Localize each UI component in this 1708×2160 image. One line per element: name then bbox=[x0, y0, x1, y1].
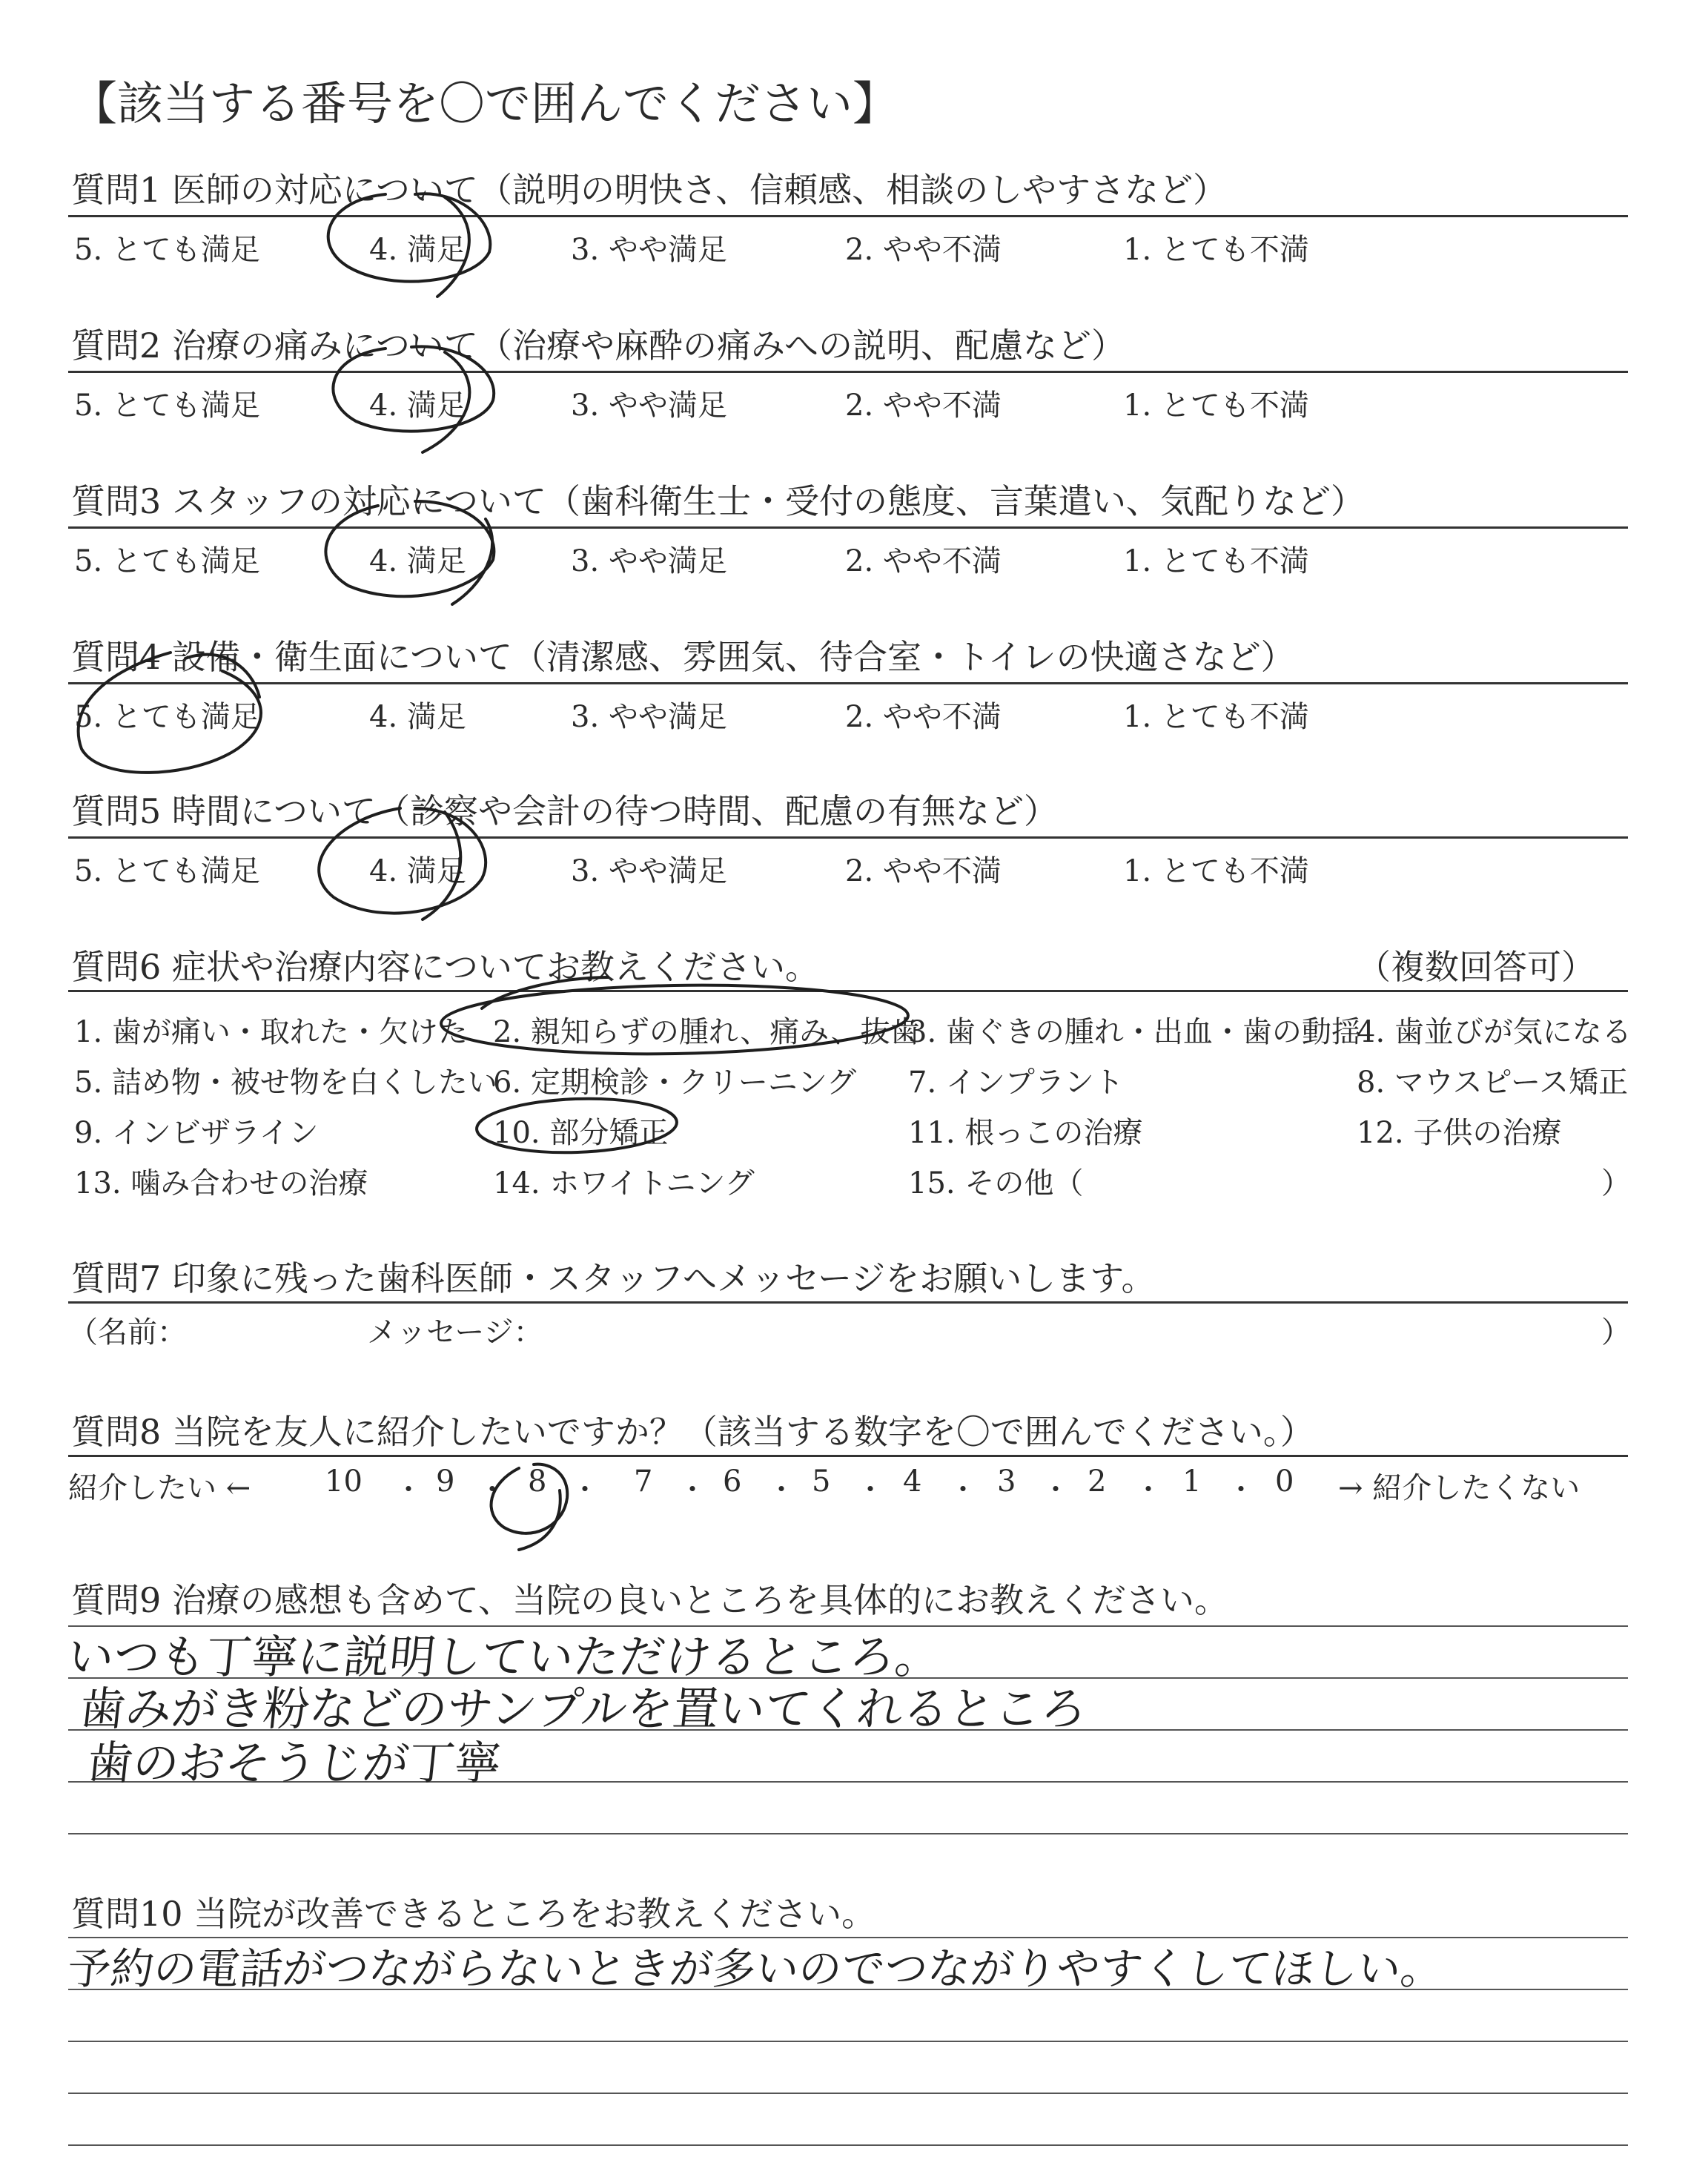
q5-circle-tail bbox=[423, 812, 460, 919]
q4-title: 質問4 設備・衛生面について（清潔感、雰囲気、待合室・トイレの快適さなど） bbox=[71, 637, 1295, 677]
q3-option-5[interactable]: 5. とても満足 bbox=[74, 544, 260, 578]
q2-option-2[interactable]: 2. やや不満 bbox=[845, 389, 1002, 423]
q8-scale-0[interactable]: 0 bbox=[1275, 1464, 1294, 1499]
q1-title: 質問1 医師の対応について（説明の明快さ、信頼感、相談のしやすさなど） bbox=[71, 170, 1228, 210]
q1-circle-tail bbox=[437, 197, 469, 297]
q2-circle-tail bbox=[423, 352, 469, 452]
q8-separator: ・ bbox=[767, 1473, 796, 1506]
q4-circle-tail bbox=[185, 655, 259, 697]
q5-option-4[interactable]: 4. 満足 bbox=[369, 854, 466, 888]
q6-option-8[interactable]: 8. マウスピース矯正 bbox=[1357, 1066, 1629, 1100]
q8-scale-1[interactable]: 1 bbox=[1182, 1464, 1202, 1499]
q7-name-label: （名前： bbox=[68, 1315, 187, 1350]
q5-option-5[interactable]: 5. とても満足 bbox=[74, 854, 260, 888]
q8-separator: ・ bbox=[571, 1473, 600, 1506]
q4-option-2[interactable]: 2. やや不満 bbox=[845, 700, 1002, 734]
q1-option-1[interactable]: 1. とても不満 bbox=[1123, 233, 1309, 267]
q8-separator: ・ bbox=[1042, 1473, 1070, 1506]
q8-scale-6[interactable]: 6 bbox=[723, 1464, 742, 1499]
q6-option-10[interactable]: 10. 部分矯正 bbox=[493, 1116, 669, 1150]
q2-option-5[interactable]: 5. とても満足 bbox=[74, 389, 260, 423]
q1-circle-mark bbox=[328, 194, 491, 281]
q6-option-3[interactable]: 3. 歯ぐきの腫れ・出血・歯の動揺 bbox=[908, 1015, 1361, 1049]
q8-left-label: 紹介したい ← bbox=[68, 1471, 251, 1505]
q8-circle-tail bbox=[519, 1490, 560, 1550]
q2-option-3[interactable]: 3. やや満足 bbox=[571, 389, 727, 423]
q5-option-3[interactable]: 3. やや満足 bbox=[571, 854, 727, 888]
q2-option-1[interactable]: 1. とても不満 bbox=[1123, 389, 1309, 423]
q6-option-14[interactable]: 14. ホワイトニング bbox=[493, 1166, 755, 1200]
q8-right-label: → 紹介したくない bbox=[1338, 1471, 1580, 1505]
q6-option-10-circle bbox=[476, 1095, 678, 1155]
q6-option-15-close: ） bbox=[1601, 1166, 1631, 1200]
q6-option-12[interactable]: 12. 子供の治療 bbox=[1357, 1116, 1562, 1150]
q6-option-6[interactable]: 6. 定期検診・クリーニング bbox=[493, 1066, 857, 1100]
q8-title: 質問8 当院を友人に紹介したいですか？（該当する数字を〇で囲んでください。） bbox=[71, 1412, 1314, 1452]
q8-separator: ・ bbox=[949, 1473, 978, 1506]
q9-answer-3[interactable]: 歯のおそうじが丁寧 bbox=[84, 1736, 504, 1790]
page-title: 【該当する番号を〇で囲んでください】 bbox=[71, 76, 899, 131]
q8-scale-8[interactable]: 8 bbox=[528, 1464, 547, 1499]
q1-option-5[interactable]: 5. とても満足 bbox=[74, 233, 260, 267]
q8-separator: ・ bbox=[394, 1473, 423, 1506]
q3-option-1[interactable]: 1. とても不満 bbox=[1123, 544, 1309, 578]
q9-answer-2[interactable]: 歯みがき粉などのサンプルを置いてくれるところ bbox=[76, 1682, 1090, 1736]
q8-scale-2[interactable]: 2 bbox=[1088, 1464, 1107, 1499]
q6-note: （複数回答可） bbox=[1357, 947, 1595, 987]
q10-answer-1[interactable]: 予約の電話がつながらないときが多いのでつながりやすくしてほしい。 bbox=[64, 1943, 1447, 1994]
q8-scale-10[interactable]: 10 bbox=[325, 1464, 363, 1499]
q4-circle-mark bbox=[79, 653, 261, 773]
q3-option-2[interactable]: 2. やや不満 bbox=[845, 544, 1002, 578]
q8-separator: ・ bbox=[1134, 1473, 1163, 1506]
q6-option-11[interactable]: 11. 根っこの治療 bbox=[908, 1116, 1143, 1150]
q5-option-2[interactable]: 2. やや不満 bbox=[845, 854, 1002, 888]
q9-title: 質問9 治療の感想も含めて、当院の良いところを具体的にお教えください。 bbox=[71, 1580, 1228, 1620]
q3-title: 質問3 スタッフの対応について（歯科衛生士・受付の態度、言葉遣い、気配りなど） bbox=[71, 481, 1365, 521]
q6-title: 質問6 症状や治療内容についてお教えください。 bbox=[71, 947, 819, 987]
q8-separator: ・ bbox=[856, 1473, 885, 1506]
q6-option-7[interactable]: 7. インプラント bbox=[908, 1066, 1124, 1100]
q1-option-2[interactable]: 2. やや不満 bbox=[845, 233, 1002, 267]
q7-message-label: メッセージ： bbox=[367, 1315, 543, 1350]
q1-option-4[interactable]: 4. 満足 bbox=[369, 233, 466, 267]
q8-scale-4[interactable]: 4 bbox=[903, 1464, 922, 1499]
q7-close: ） bbox=[1601, 1315, 1631, 1350]
q3-option-4[interactable]: 4. 満足 bbox=[369, 544, 466, 578]
q8-separator: ・ bbox=[678, 1473, 707, 1506]
q9-answer-1[interactable]: いつも丁寧に説明していただけるところ。 bbox=[64, 1630, 944, 1684]
q8-scale-7[interactable]: 7 bbox=[634, 1464, 653, 1499]
q8-scale-5[interactable]: 5 bbox=[812, 1464, 831, 1499]
q8-scale-9[interactable]: 9 bbox=[436, 1464, 455, 1499]
q2-title: 質問2 治療の痛みについて（治療や麻酔の痛みへの説明、配慮など） bbox=[71, 326, 1126, 366]
q4-option-5[interactable]: 5. とても満足 bbox=[74, 700, 260, 734]
q6-option-13[interactable]: 13. 噛み合わせの治療 bbox=[74, 1166, 368, 1200]
q5-option-1[interactable]: 1. とても不満 bbox=[1123, 854, 1309, 888]
q8-scale-3[interactable]: 3 bbox=[997, 1464, 1016, 1499]
q2-option-4[interactable]: 4. 満足 bbox=[369, 389, 466, 423]
q6-option-2[interactable]: 2. 親知らずの腫れ、痛み、抜歯 bbox=[493, 1015, 920, 1049]
q6-option-9[interactable]: 9. インビザライン bbox=[74, 1116, 319, 1150]
q4-option-4[interactable]: 4. 満足 bbox=[369, 700, 466, 734]
q6-option-4[interactable]: 4. 歯並びが気になる bbox=[1357, 1015, 1632, 1049]
q3-circle-mark bbox=[325, 501, 494, 596]
q1-option-3[interactable]: 3. やや満足 bbox=[571, 233, 727, 267]
q6-option-15[interactable]: 15. その他（ bbox=[908, 1166, 1084, 1200]
q10-title: 質問10 当院が改善できるところをお教えください。 bbox=[71, 1894, 876, 1934]
q5-title: 質問5 時間について（診察や会計の待つ時間、配慮の有無など） bbox=[71, 791, 1058, 831]
q8-separator: ・ bbox=[1227, 1473, 1256, 1506]
q8-separator: ・ bbox=[478, 1473, 507, 1506]
q6-option-5[interactable]: 5. 詰め物・被せ物を白くしたい bbox=[74, 1066, 497, 1100]
q3-option-3[interactable]: 3. やや満足 bbox=[571, 544, 727, 578]
q7-title: 質問7 印象に残った歯科医師・スタッフへメッセージをお願いします。 bbox=[71, 1258, 1156, 1298]
q4-option-3[interactable]: 3. やや満足 bbox=[571, 700, 727, 734]
q6-option-1[interactable]: 1. 歯が痛い・取れた・欠けた bbox=[74, 1015, 468, 1049]
q4-option-1[interactable]: 1. とても不満 bbox=[1123, 700, 1309, 734]
